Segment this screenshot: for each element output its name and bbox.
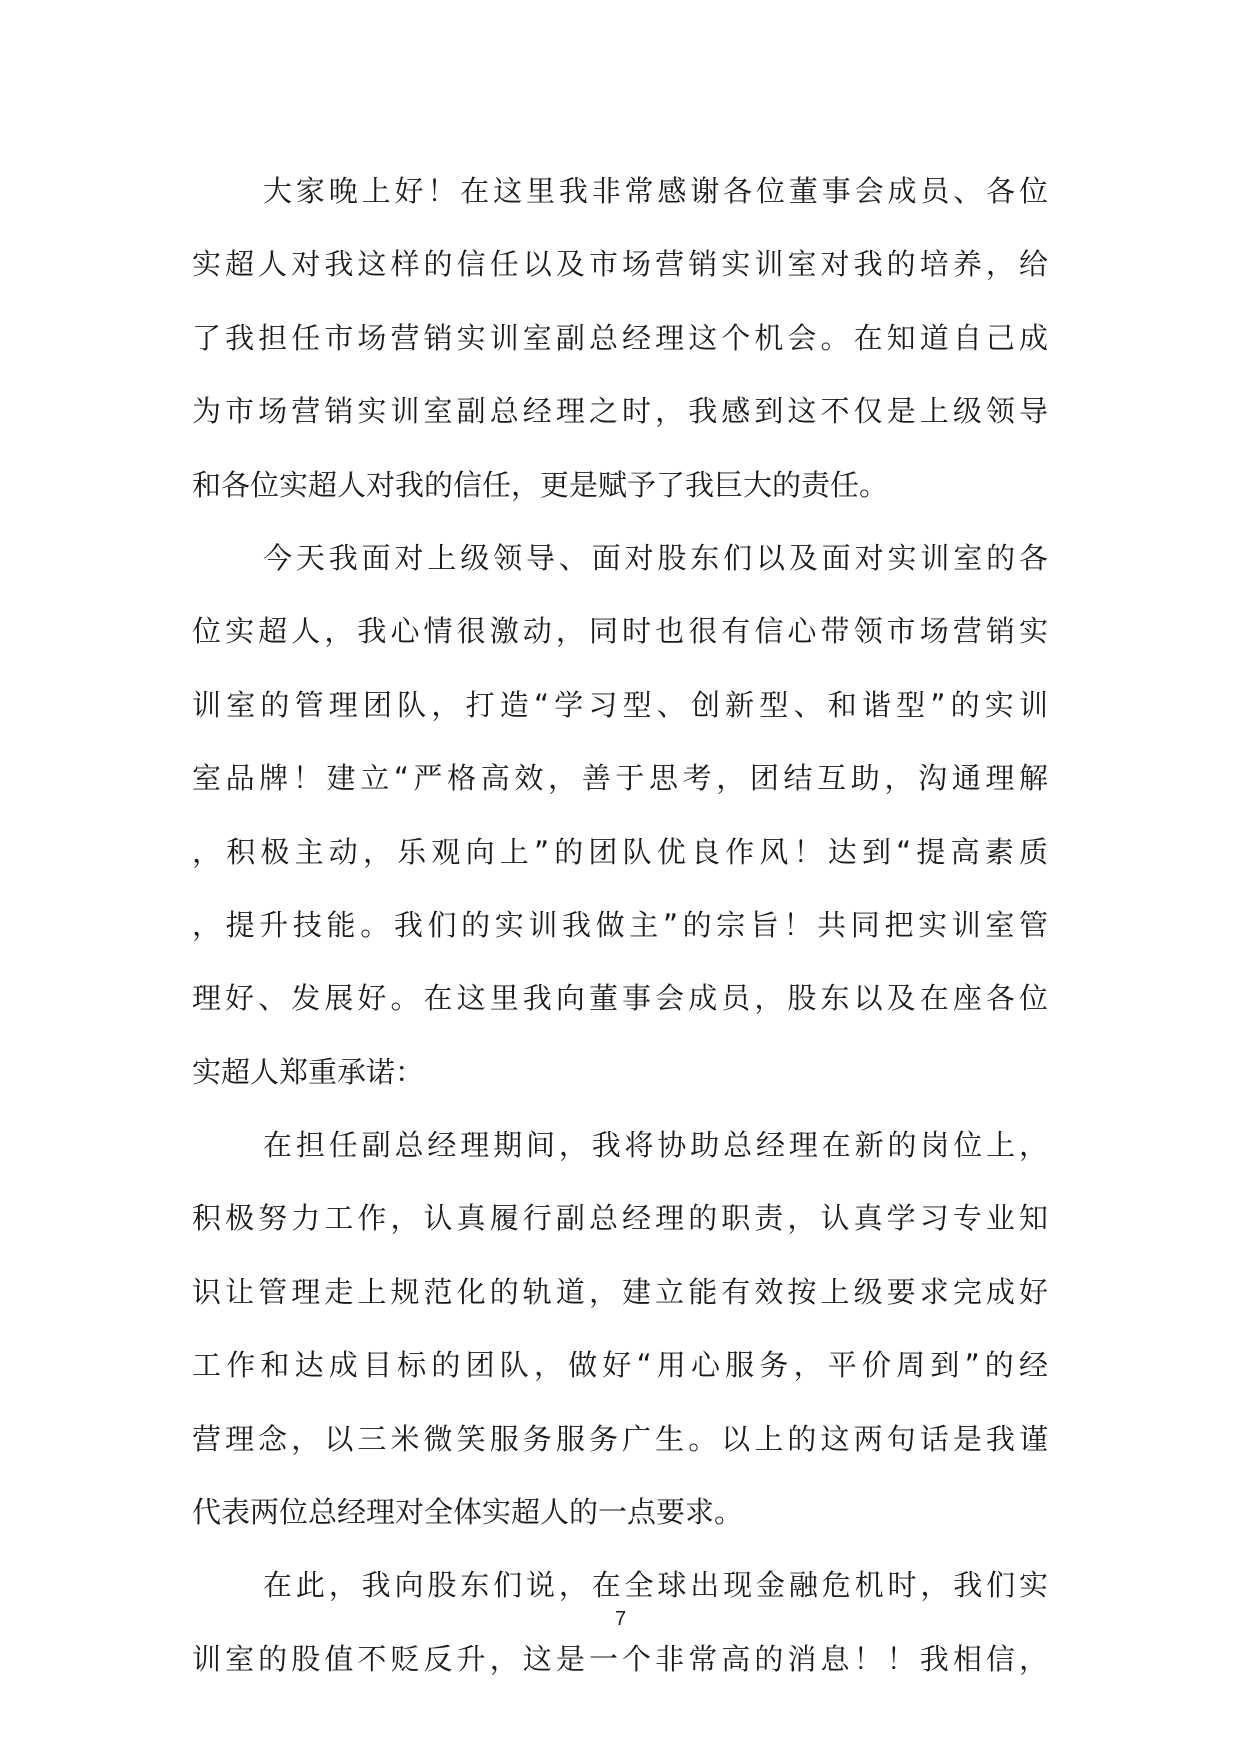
text-line: 营理念，以三米微笑服务服务广生。以上的这两句话是我谨 — [192, 1421, 1048, 1456]
text-line: 工作和达成目标的团队，做好“用心服务，平价周到”的经 — [192, 1348, 1048, 1383]
text-line: 理好、发展好。在这里我向董事会成员，股东以及在座各位 — [192, 981, 1048, 1016]
text-line: ，积极主动，乐观向上”的团队优良作风！达到“提高素质 — [192, 834, 1048, 869]
text-line: 在此，我向股东们说，在全球出现金融危机时，我们实 — [263, 1568, 1048, 1603]
text-line: 训室的管理团队，打造“学习型、创新型、和谐型”的实训 — [192, 687, 1048, 722]
text-line: 识让管理走上规范化的轨道，建立能有效按上级要求完成好 — [192, 1274, 1048, 1309]
text-line: 代表两位总经理对全体实超人的一点要求。 — [192, 1495, 744, 1530]
paragraph-1 — [192, 155, 1048, 522]
paragraph-2 — [192, 522, 1048, 1109]
page-number: 7 — [614, 1608, 627, 1630]
text-line: 室品牌！建立“严格高效，善于思考，团结互助，沟通理解 — [192, 761, 1048, 796]
text-line: ，提升技能。我们的实训我做主”的宗旨！共同把实训室管 — [192, 907, 1048, 942]
text-line: 实超人郑重承诺： — [192, 1054, 425, 1089]
text-line: 和各位实超人对我的信任，更是赋予了我巨大的责任。 — [192, 467, 889, 502]
text-line: 位实超人，我心情很激动，同时也很有信心带领市场营销实 — [192, 614, 1048, 649]
text-line: 积极努力工作，认真履行副总经理的职责，认真学习专业知 — [192, 1201, 1048, 1236]
paragraph-3 — [192, 1109, 1048, 1549]
text-line: 了我担任市场营销实训室副总经理这个机会。在知道自己成 — [192, 320, 1048, 355]
text-line: 今天我面对上级领导、面对股东们以及面对实训室的各 — [263, 540, 1048, 575]
text-line: 大家晚上好！在这里我非常感谢各位董事会成员、各位 — [263, 174, 1048, 208]
text-line: 实超人对我这样的信任以及市场营销实训室对我的培养，给 — [192, 247, 1048, 282]
text-line: 训室的股值不贬反升，这是一个非常高的消息！！我相信， — [192, 1641, 1048, 1676]
text-line: 在担任副总经理期间，我将协助总经理在新的岗位上， — [263, 1128, 1048, 1163]
body-text — [192, 155, 1048, 1696]
text-line: 为市场营销实训室副总经理之时，我感到这不仅是上级领导 — [192, 394, 1048, 429]
